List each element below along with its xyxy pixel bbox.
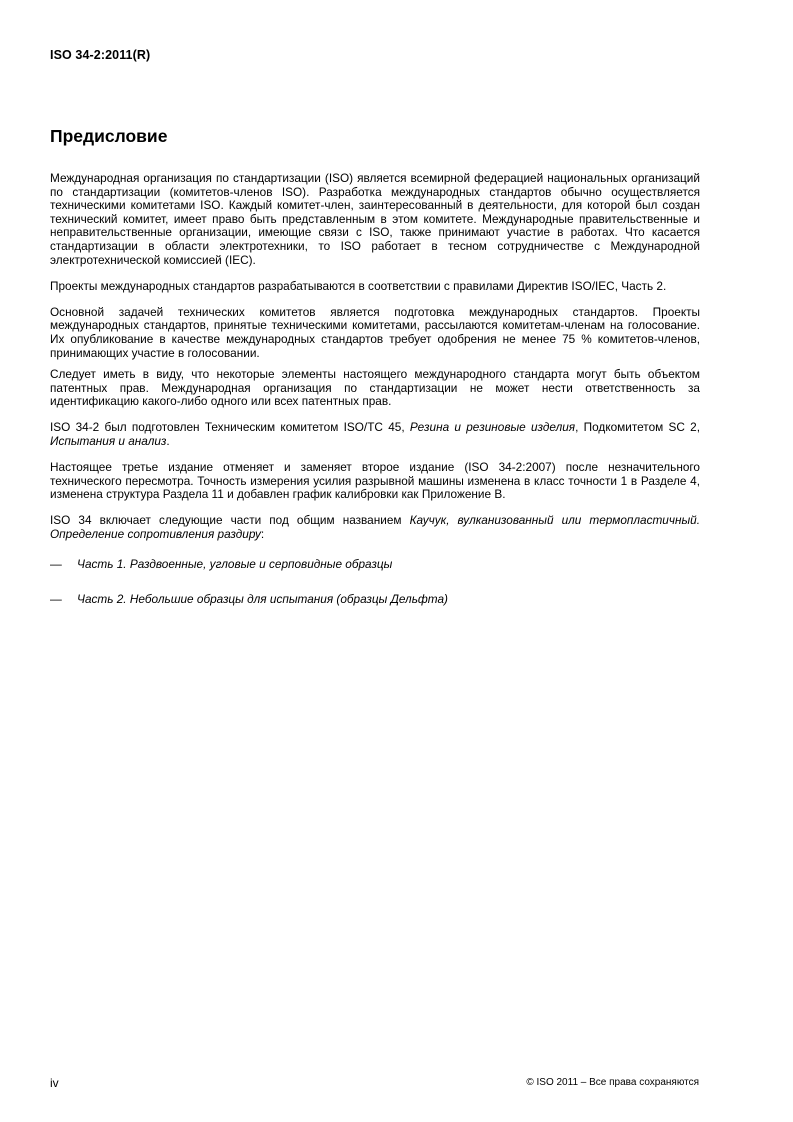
subcommittee-name: Испытания и анализ (50, 434, 167, 448)
list-item-text: Часть 2. Небольшие образцы для испытания (образцы Дельфта) (77, 592, 448, 607)
parts-intro-text: ISO 34 включает следующие части под общим названием (50, 513, 410, 528)
dash-bullet: — (50, 592, 62, 607)
list-item-text: Часть 1. Раздвоенные, угловые и серповидные образцы (77, 556, 393, 571)
paragraph-patents: Следует иметь в виду, что некоторые элементы настоящего международного стандарта могут быть объектом патентных прав. Международная организация по стандартизации не может нести ответственность за идентификацию какого-либо одного или всех патентных прав. (50, 367, 700, 409)
series-title: Каучук, вулканизованный или термопластичный. Определение сопротивления раздиру (50, 513, 700, 541)
paragraph-main-task: Основной задачей технических комитетов является подготовка международных стандартов. Проекты международных стандартов, принятые техническими комитетами, рассылаются комитетам-членам на голосование. Их опубликование в качестве международных стандартов требует одобрения не менее 75 % комитетов-членов, принимающих участие в голосовании. (50, 304, 700, 360)
paragraph-iso-intro: Международная организация по стандартизации (ISO) является всемирной федерацией национальных организаций по стандартизации (комитетов-членов ISO). Разработка международных стандартов обычно осуществляется техническими комитетами ISO. Каждый комитет-член, заинтересованный в деятельности, для которой был создан технический комитет, имеет право быть представленным в этом комитете. Международные правительственные и неправительственные организации, имеющие связи с ISO, также принимают участие в работах. Что касается стандартизации в области электротехники, то ISO работает в тесном сотрудничестве с Международной электротехнической комиссией (IEC). (50, 171, 700, 267)
dash-bullet: — (50, 556, 62, 571)
prepared-by-text-3: . (166, 434, 170, 448)
document-id: ISO 34-2:2011(R) (50, 48, 151, 62)
page-number: iv (50, 1076, 59, 1090)
paragraph-prepared-by (50, 421, 700, 448)
paragraph-directives: Проекты международных стандартов разрабатываются в соответствии с правилами Директив ISO/IEC, Часть 2. (50, 278, 667, 293)
paragraph-edition: Настоящее третье издание отменяет и заменяет второе издание (ISO 34-2:2007) после незначительного технического пересмотра. Точность измерения усилия разрывной машины изменена в класс точности 1 в Разделе 4, изменена структура Раздела 11 и добавлен график калибровки как Приложение B. (50, 460, 700, 502)
parts-intro-colon: : (260, 526, 265, 541)
list-item (50, 593, 700, 607)
list-item (50, 558, 700, 572)
committee-name: Резина и резиновые изделия (409, 420, 576, 435)
page-title: Предисловие (50, 126, 168, 146)
paragraph-parts-intro (50, 514, 700, 541)
prepared-by-text-2: , Подкомитетом SC 2, (575, 420, 701, 435)
prepared-by-text-1: ISO 34-2 был подготовлен Техническим комитетом ISO/TC 45, (50, 420, 410, 435)
copyright-notice: © ISO 2011 – Все права сохраняются (526, 1077, 699, 1088)
foreword-body (50, 172, 700, 629)
